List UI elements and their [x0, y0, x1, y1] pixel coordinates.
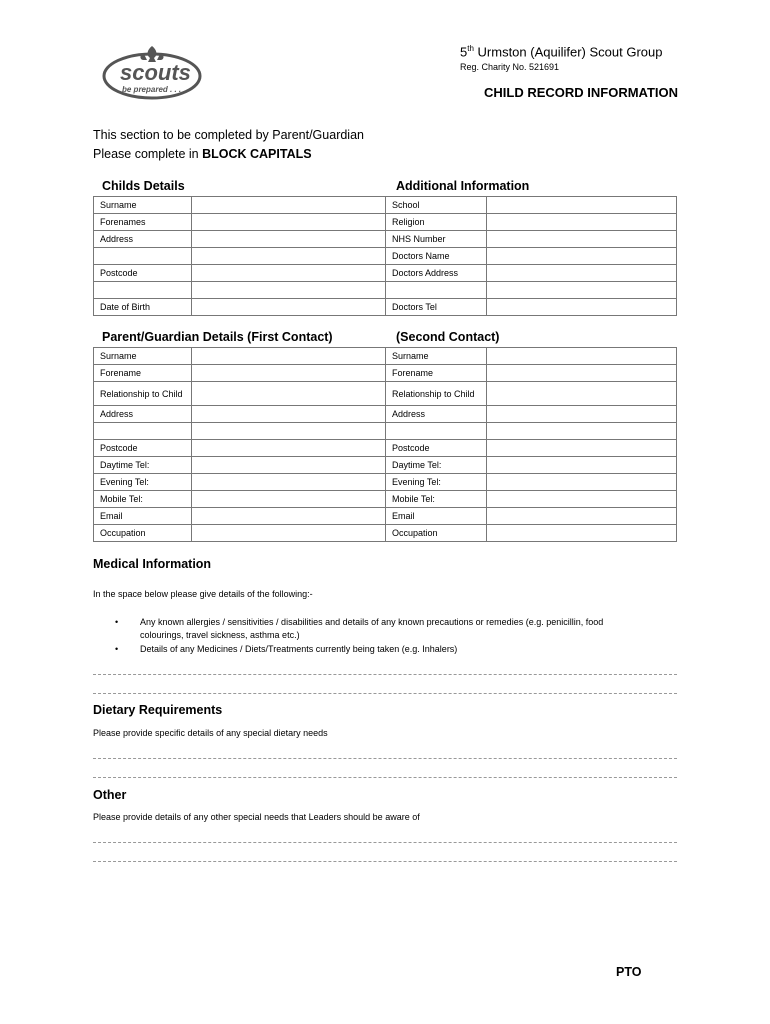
child-details-table — [93, 196, 677, 316]
field-value-input[interactable] — [192, 406, 386, 423]
table-row — [94, 423, 677, 440]
intro-line-1: This section to be completed by Parent/Guardian — [93, 128, 364, 142]
field-value-input[interactable] — [192, 265, 386, 282]
field-label: School — [386, 197, 487, 214]
field-label: Surname — [386, 348, 487, 365]
field-value-input[interactable] — [192, 282, 386, 299]
table-row — [94, 457, 677, 474]
field-label: Evening Tel: — [94, 474, 192, 491]
field-label: Surname — [94, 348, 192, 365]
table-row — [94, 282, 677, 299]
table-row — [94, 214, 677, 231]
field-label: Date of Birth — [94, 299, 192, 316]
field-label: NHS Number — [386, 231, 487, 248]
field-label: Doctors Name — [386, 248, 487, 265]
field-value-input[interactable] — [486, 197, 676, 214]
dietary-answer-line[interactable] — [93, 777, 677, 778]
dietary-heading: Dietary Requirements — [93, 703, 223, 717]
intro-line-2: Please complete in BLOCK CAPITALS — [93, 147, 312, 161]
contact-details-table — [93, 347, 677, 542]
field-value-input[interactable] — [192, 348, 386, 365]
field-label: Occupation — [94, 525, 192, 542]
field-value-input[interactable] — [486, 214, 676, 231]
field-label: Daytime Tel: — [94, 457, 192, 474]
dietary-answer-line[interactable] — [93, 758, 677, 759]
other-answer-line[interactable] — [93, 842, 677, 843]
bullet-icon: • — [115, 617, 119, 627]
bullet-icon: • — [115, 644, 119, 654]
field-value-input[interactable] — [486, 457, 676, 474]
field-label: Occupation — [386, 525, 487, 542]
field-label: Religion — [386, 214, 487, 231]
childs-details-heading: Childs Details — [102, 179, 185, 193]
field-value-input[interactable] — [486, 282, 676, 299]
field-label: Address — [94, 231, 192, 248]
first-contact-heading: Parent/Guardian Details (First Contact) — [102, 330, 333, 344]
logo-wordmark: scouts — [120, 60, 191, 85]
medical-heading: Medical Information — [93, 557, 212, 571]
field-label: Evening Tel: — [386, 474, 487, 491]
field-value-input[interactable] — [192, 248, 386, 265]
field-value-input[interactable] — [192, 365, 386, 382]
table-row — [94, 474, 677, 491]
field-label: Postcode — [94, 265, 192, 282]
group-name: 5th Urmston (Aquilifer) Scout Group — [460, 44, 663, 60]
table-row — [94, 508, 677, 525]
field-label — [94, 282, 192, 299]
field-value-input[interactable] — [192, 508, 386, 525]
table-row — [94, 365, 677, 382]
field-label: Forename — [386, 365, 487, 382]
field-value-input[interactable] — [486, 248, 676, 265]
other-answer-line[interactable] — [93, 861, 677, 862]
field-label: Daytime Tel: — [386, 457, 487, 474]
field-value-input[interactable] — [486, 440, 676, 457]
list-item: • Any known allergies / sensitivities / disabilities and details of any known precautions or remedies (e.g. penicillin, food colourings, travel sickness, asthma etc.) — [115, 617, 604, 640]
field-label: Doctors Tel — [386, 299, 487, 316]
logo-tagline: be prepared . . . — [122, 85, 182, 94]
field-value-input[interactable] — [486, 265, 676, 282]
field-label: Relationship to Child — [386, 382, 487, 406]
field-value-input[interactable] — [486, 508, 676, 525]
field-value-input[interactable] — [486, 365, 676, 382]
table-row — [94, 299, 677, 316]
scouts-logo — [100, 44, 212, 104]
table-row — [94, 348, 677, 365]
field-value-input[interactable] — [192, 474, 386, 491]
field-label: Email — [94, 508, 192, 525]
table-row — [94, 248, 677, 265]
medical-answer-line[interactable] — [93, 693, 677, 694]
field-label: Mobile Tel: — [94, 491, 192, 508]
field-value-input[interactable] — [192, 299, 386, 316]
field-label: Email — [386, 508, 487, 525]
table-row — [94, 382, 677, 406]
field-label — [94, 423, 192, 440]
field-value-input[interactable] — [486, 348, 676, 365]
field-value-input[interactable] — [192, 457, 386, 474]
field-label: Postcode — [94, 440, 192, 457]
field-value-input[interactable] — [192, 423, 386, 440]
field-value-input[interactable] — [192, 231, 386, 248]
table-row — [94, 265, 677, 282]
medical-bullet-list — [115, 616, 645, 657]
table-row — [94, 406, 677, 423]
field-value-input[interactable] — [192, 440, 386, 457]
other-instruction: Please provide details of any other special needs that Leaders should be aware of — [93, 812, 420, 822]
field-value-input[interactable] — [192, 525, 386, 542]
field-value-input[interactable] — [486, 406, 676, 423]
document-title: CHILD RECORD INFORMATION — [484, 85, 679, 100]
table-row — [94, 231, 677, 248]
field-label — [386, 282, 487, 299]
field-value-input[interactable] — [486, 491, 676, 508]
second-contact-heading: (Second Contact) — [396, 330, 500, 344]
additional-info-heading: Additional Information — [396, 179, 530, 193]
field-value-input[interactable] — [192, 197, 386, 214]
pto-label: PTO — [616, 965, 642, 979]
list-item: • Details of any Medicines / Diets/Treatments currently being taken (e.g. Inhalers) — [115, 644, 458, 654]
table-row — [94, 197, 677, 214]
field-label — [386, 423, 487, 440]
field-value-input[interactable] — [486, 231, 676, 248]
table-row — [94, 525, 677, 542]
field-value-input[interactable] — [192, 214, 386, 231]
field-label: Surname — [94, 197, 192, 214]
other-heading: Other — [93, 788, 127, 802]
field-value-input[interactable] — [486, 474, 676, 491]
field-value-input[interactable] — [486, 525, 676, 542]
field-label: Doctors Address — [386, 265, 487, 282]
medical-instruction: In the space below please give details of the following:- — [93, 589, 313, 599]
field-value-input[interactable] — [486, 423, 676, 440]
field-label — [94, 248, 192, 265]
field-value-input[interactable] — [486, 299, 676, 316]
field-value-input[interactable] — [486, 382, 676, 406]
dietary-instruction: Please provide specific details of any special dietary needs — [93, 728, 328, 738]
charity-number: Reg. Charity No. 521691 — [460, 62, 560, 72]
field-label: Address — [94, 406, 192, 423]
field-value-input[interactable] — [192, 491, 386, 508]
table-row — [94, 491, 677, 508]
field-label: Postcode — [386, 440, 487, 457]
table-row — [94, 440, 677, 457]
field-label: Forename — [94, 365, 192, 382]
field-label: Address — [386, 406, 487, 423]
medical-answer-line[interactable] — [93, 674, 677, 675]
field-label: Forenames — [94, 214, 192, 231]
field-label: Relationship to Child — [94, 382, 192, 406]
field-value-input[interactable] — [192, 382, 386, 406]
field-label: Mobile Tel: — [386, 491, 487, 508]
